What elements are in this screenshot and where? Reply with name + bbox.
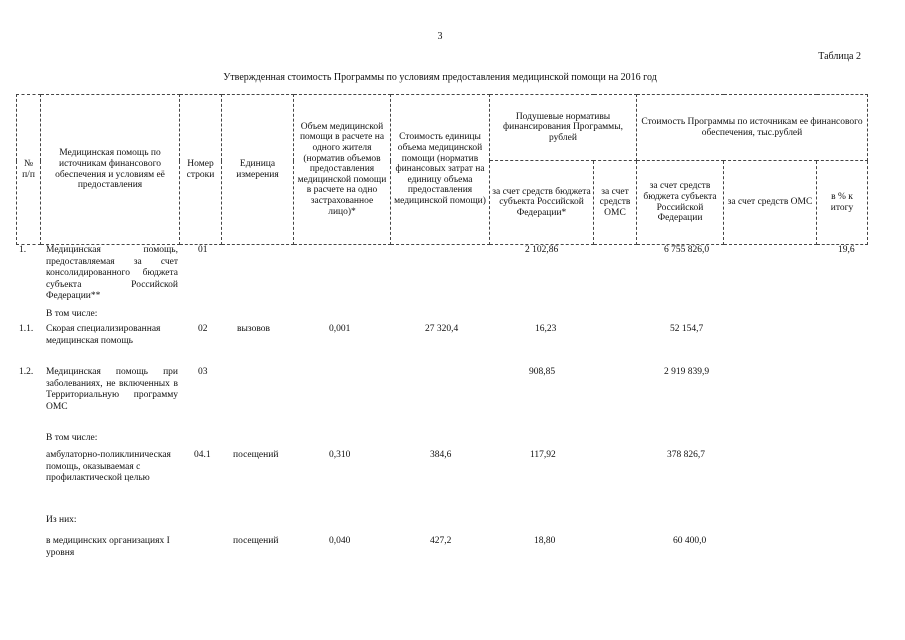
- row-1-2-name: Медицинская помощь при заболеваниях, не включенных в Территориальную программу ОМС: [46, 367, 178, 412]
- header-cost-budget: за счет средств бюджета субъекта Российской Федерации: [637, 161, 724, 245]
- table-label: Таблица 2: [818, 51, 861, 62]
- row-1-1-row-number: 02: [198, 324, 208, 334]
- of-them-label: Из них:: [46, 515, 77, 525]
- row-last-cost-budget: 60 400,0: [673, 536, 707, 546]
- row-1-pct: 19,6: [838, 245, 855, 255]
- row-1-name: Медицинская помощь, предоставляемая за счет консолидированного бюджета субъекта Российской Федерации**: [46, 245, 178, 302]
- header-per-capita-oms: за счет средств ОМС: [594, 161, 637, 245]
- row-1-1-unit-cost: 27 320,4: [425, 324, 459, 334]
- row-1-per-capita-budget: 2 102,86: [525, 245, 559, 255]
- row-1-1-cost-budget: 52 154,7: [670, 324, 704, 334]
- row-04-1-row-number: 04.1: [194, 450, 211, 460]
- row-1-2-cost-budget: 2 919 839,9: [664, 367, 710, 377]
- row-1-cost-budget: 6 755 826,0: [664, 245, 710, 255]
- row-04-1-unit-cost: 384,6: [430, 450, 452, 460]
- row-last-volume: 0,040: [329, 536, 351, 546]
- row-last-unit-cost: 427,2: [430, 536, 452, 546]
- page-number: 3: [437, 31, 443, 42]
- header-unit-cost: Стоимость единицы объема медицинской помощи (норматив финансовых затрат на единицу объема предоставления медицинской помощи): [391, 95, 490, 245]
- header-num: № п/п: [17, 95, 41, 245]
- row-1-1-name: Скорая специализированная медицинская помощь: [46, 324, 161, 346]
- row-04-1-unit: посещений: [233, 450, 279, 460]
- row-04-1-volume: 0,310: [329, 450, 351, 460]
- in-that-label-2: В том числе:: [46, 433, 98, 443]
- header-per-capita-budget: за счет средств бюджета субъекта Российской Федерации*: [490, 161, 594, 245]
- row-1-1-per-capita-budget: 16,23: [535, 324, 557, 334]
- row-1-2-num: 1.2.: [19, 367, 34, 377]
- row-1-1-num: 1.1.: [19, 324, 34, 334]
- header-row-number: Номер строки: [180, 95, 222, 245]
- row-last-name: в медицинских организациях I уровня: [46, 536, 170, 558]
- header-per-capita: Подушевые нормативы финансирования Программы, рублей: [490, 95, 637, 161]
- row-1-row-number: 01: [198, 245, 208, 255]
- header-cost: Стоимость Программы по источникам ее финансового обеспечения, тыс.рублей: [637, 95, 868, 161]
- row-04-1-cost-budget: 378 826,7: [667, 450, 705, 460]
- in-that-label-1: В том числе:: [46, 309, 98, 319]
- row-last-unit: посещений: [233, 536, 279, 546]
- row-1-2-row-number: 03: [198, 367, 208, 377]
- row-1-1-unit: вызовов: [237, 324, 270, 334]
- row-04-1-name: амбулаторно-поликлиническая помощь, оказываемая с профилактической целью: [46, 450, 171, 484]
- header-volume: Объем медицинской помощи в расчете на одного жителя (норматив объемов предоставления медицинской помощи в расчете на одно застрахованное лицо)*: [294, 95, 391, 245]
- cost-table-header: [16, 94, 868, 245]
- document-title: Утвержденная стоимость Программы по условиям предоставления медицинской помощи на 2016 год: [223, 72, 657, 83]
- header-unit: Единица измерения: [222, 95, 294, 245]
- header-name: Медицинская помощь по источникам финансового обеспечения и условиям её предоставления: [41, 95, 180, 245]
- row-1-num: 1.: [19, 245, 27, 255]
- header-cost-oms: за счет средств ОМС: [724, 161, 817, 245]
- row-last-per-capita-budget: 18,80: [534, 536, 556, 546]
- header-cost-pct: в % к итогу: [817, 161, 868, 245]
- row-04-1-per-capita-budget: 117,92: [530, 450, 556, 460]
- row-1-1-volume: 0,001: [329, 324, 351, 334]
- row-1-2-per-capita-budget: 908,85: [529, 367, 556, 377]
